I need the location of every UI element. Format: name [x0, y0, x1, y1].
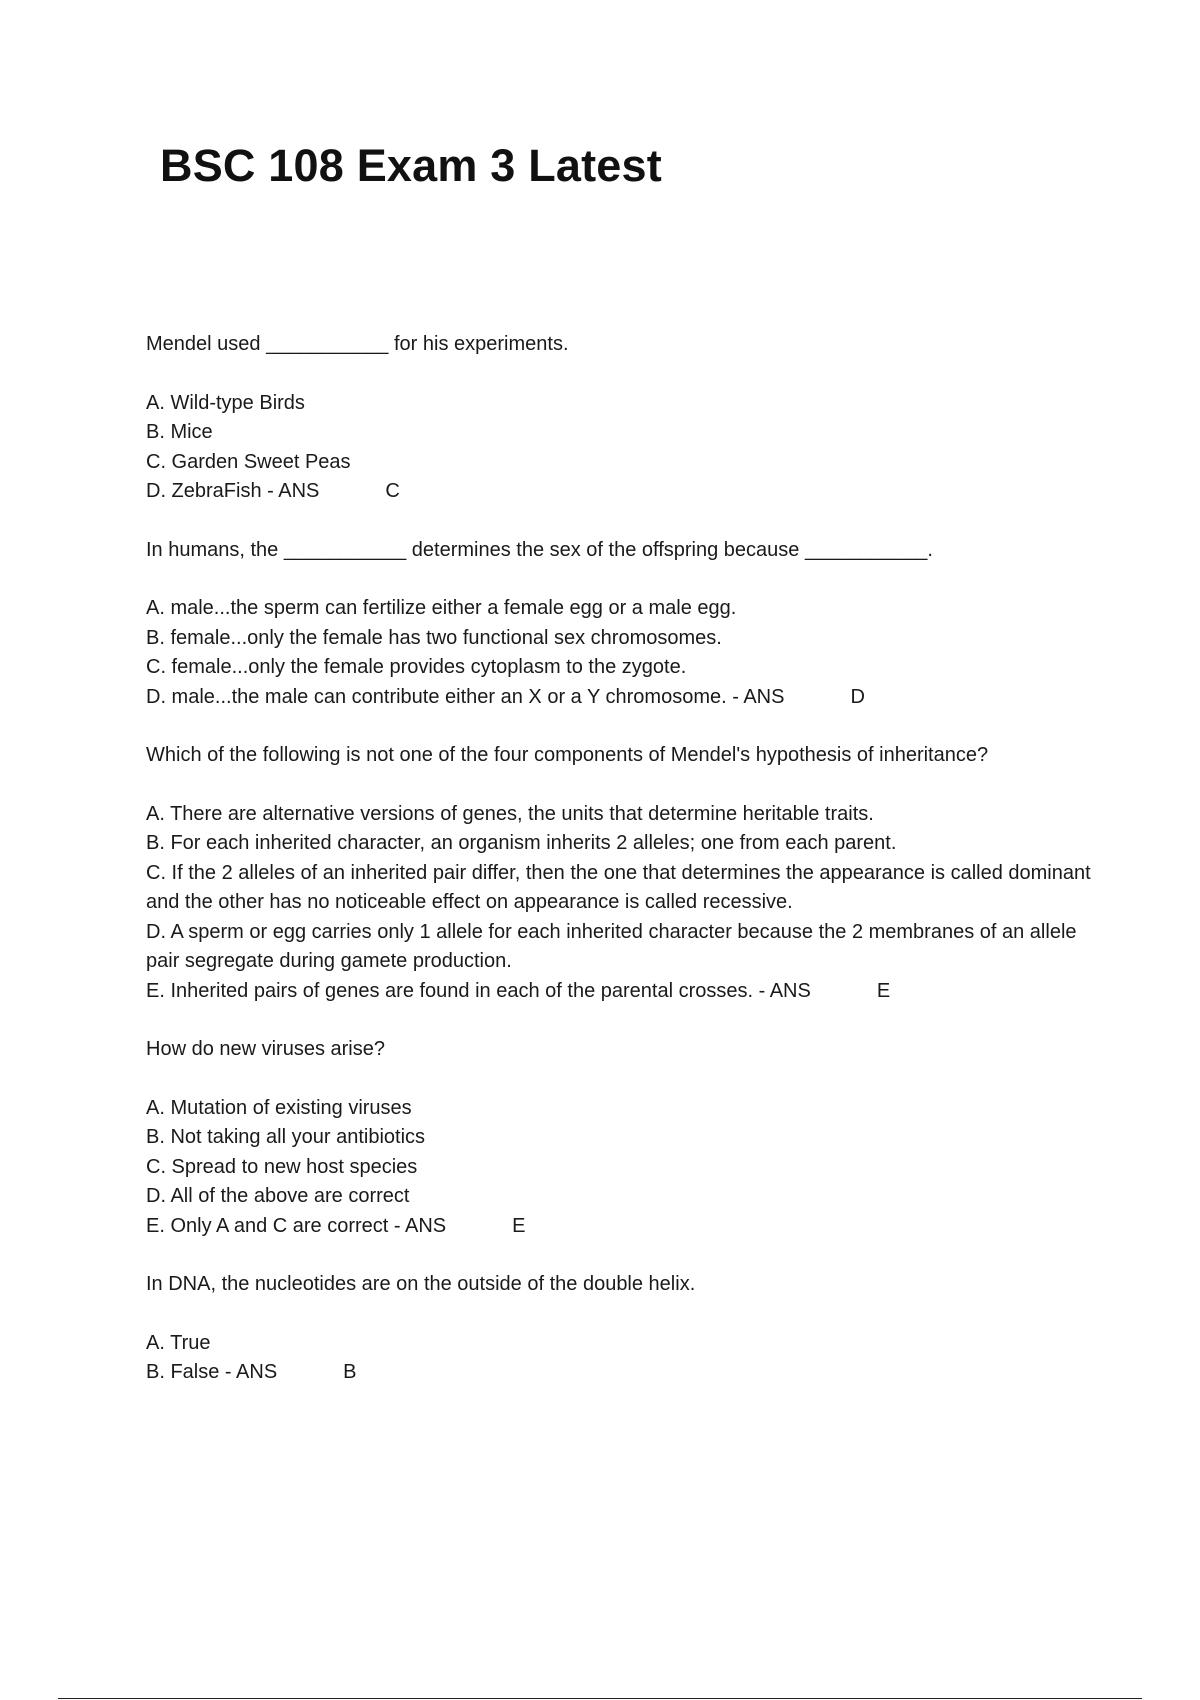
option: A. There are alternative versions of genes, the units that determine heritable traits.	[146, 802, 874, 825]
option: C. If the 2 alleles of an inherited pair differ, then the one that determines the appearance is called dominant and the other has no noticeable effect on appearance is called recessive.	[146, 861, 1091, 913]
option-with-answer: D. male...the male can contribute either an X or a Y chromosome. - ANS D	[146, 683, 1106, 713]
answer-letter: E	[876, 979, 891, 1002]
question-text: Mendel used ___________ for his experiments.	[146, 333, 569, 355]
option: B. female...only the female has two functional sex chromosomes.	[146, 626, 722, 649]
option: B. For each inherited character, an organism inherits 2 alleles; one from each parent.	[146, 832, 897, 854]
option: C. Spread to new host species	[146, 1155, 418, 1178]
question-text: In humans, the ___________ determines the sex of the offspring because ___________.	[146, 538, 933, 561]
answer-letter: C	[385, 480, 400, 502]
option-list	[146, 389, 1106, 507]
option-list	[146, 1094, 1106, 1242]
question-2	[146, 536, 1106, 713]
question-5	[146, 1270, 1106, 1388]
question-1	[146, 330, 1106, 507]
option: A. True	[146, 1331, 211, 1354]
option: D. A sperm or egg carries only 1 allele for each inherited character because the 2 membranes of an allele pair segregate during gamete production.	[146, 920, 1077, 972]
option: B. Mice	[146, 421, 213, 443]
option: A. Mutation of existing viruses	[146, 1096, 412, 1119]
option: A. male...the sperm can fertilize either a female egg or a male egg.	[146, 597, 737, 619]
question-text: How do new viruses arise?	[146, 1038, 385, 1060]
option-list	[146, 594, 1106, 712]
question-3	[146, 741, 1106, 1006]
option-with-answer: E. Inherited pairs of genes are found in each of the parental crosses. - ANS E	[146, 977, 1106, 1007]
option-list	[146, 800, 1106, 1007]
answer-letter: B	[343, 1361, 357, 1383]
answer-letter: E	[512, 1214, 526, 1237]
footer-divider	[58, 1698, 1142, 1699]
option-with-answer: E. Only A and C are correct - ANS E	[146, 1212, 1106, 1242]
option: D. All of the above are correct	[146, 1185, 410, 1207]
question-4	[146, 1035, 1106, 1241]
option-with-answer: D. ZebraFish - ANS C	[146, 477, 1106, 507]
question-list	[146, 330, 1106, 1417]
option-list	[146, 1329, 1106, 1388]
document-title: BSC 108 Exam 3 Latest	[160, 140, 662, 191]
option: C. female...only the female provides cytoplasm to the zygote.	[146, 656, 687, 678]
question-text: In DNA, the nucleotides are on the outside of the double helix.	[146, 1273, 696, 1295]
option-with-answer: B. False - ANS B	[146, 1358, 1106, 1388]
option: A. Wild-type Birds	[146, 391, 305, 414]
question-text: Which of the following is not one of the four components of Mendel's hypothesis of inheritance?	[146, 744, 989, 766]
option: B. Not taking all your antibiotics	[146, 1126, 426, 1148]
option: C. Garden Sweet Peas	[146, 450, 351, 473]
answer-letter: D	[850, 685, 865, 708]
